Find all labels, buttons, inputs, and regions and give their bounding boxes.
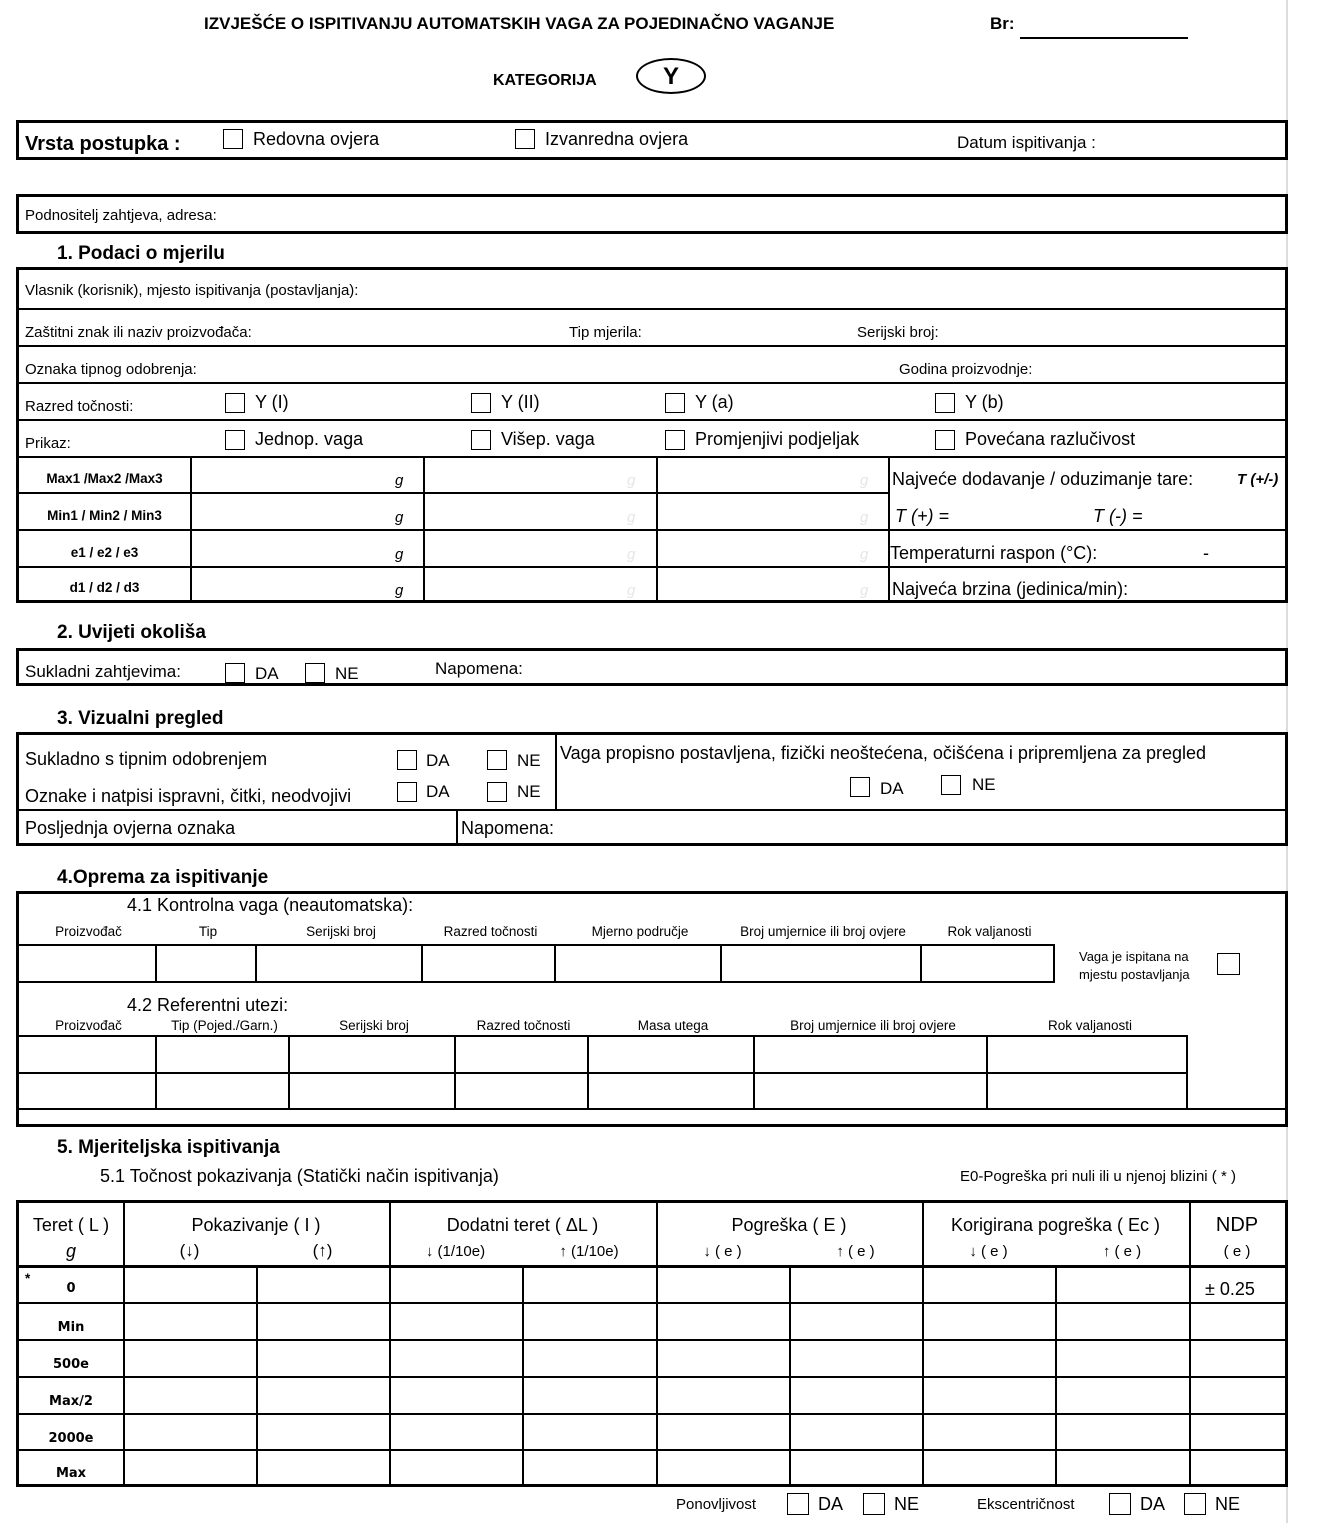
procedure-box <box>16 120 1288 160</box>
repeatability-no-label: NE <box>894 1494 920 1514</box>
onsite-label <box>1079 948 1190 984</box>
cs-col-certificate: Broj umjernice ili broj ovjere <box>740 924 906 939</box>
accuracy-yb-checkbox[interactable] <box>935 393 955 413</box>
display-label: Prikaz: <box>25 435 71 452</box>
category-badge: Y <box>636 58 706 94</box>
d-label: d1 / d2 / d3 <box>69 580 140 595</box>
accuracy-y1-label: Y (I) <box>255 392 289 412</box>
row-zero-marker: * <box>25 1271 31 1286</box>
section5-title: 5. Mjeriteljska ispitivanja <box>57 1137 280 1158</box>
category-label: KATEGORIJA <box>493 72 597 89</box>
tare-minus-label: T (-) = <box>1093 506 1143 526</box>
multi-interval-checkbox[interactable] <box>471 430 491 450</box>
extraordinary-verification-checkbox[interactable] <box>515 129 535 149</box>
rw-cell[interactable] <box>987 1073 1187 1109</box>
cs-col-validity: Rok valjanosti <box>947 924 1032 939</box>
col-additional-down: ↓ (1/10e) <box>425 1243 486 1260</box>
rw-col-certificate: Broj umjernice ili broj ovjere <box>790 1018 956 1033</box>
e-unit-2: g <box>627 546 636 563</box>
production-year-label: Godina proizvodnje: <box>899 361 1033 378</box>
markings-yes-label: DA <box>426 782 450 801</box>
instrument-type-label: Tip mjerila: <box>569 324 642 341</box>
installed-yes-label: DA <box>880 779 904 798</box>
multi-interval-label: Višep. vaga <box>501 429 595 449</box>
cs-col-accuracy: Razred točnosti <box>443 924 538 939</box>
d-unit-3: g <box>860 582 869 599</box>
markings-label: Oznake i natpisi ispravni, čitki, neodvojivi <box>25 786 352 806</box>
onsite-tested-checkbox[interactable] <box>1217 953 1240 975</box>
tare-label: Najveće dodavanje / oduzimanje tare: <box>892 469 1194 489</box>
rw-col-manufacturer: Proizvođač <box>55 1018 122 1033</box>
reference-weights-title: 4.2 Referentni utezi: <box>127 995 289 1015</box>
environment-no-label: NE <box>335 664 359 683</box>
extraordinary-verification-label: Izvanredna ovjera <box>545 129 689 149</box>
rw-cell[interactable] <box>455 1036 588 1073</box>
row-2000e-load: 2000e <box>48 1431 94 1446</box>
cs-cell-validity[interactable] <box>921 945 1054 982</box>
environment-no-checkbox[interactable] <box>305 663 325 683</box>
repeatability-label: Ponovljivost <box>676 1496 757 1513</box>
col-additional-up: ↑ (1/10e) <box>559 1243 619 1260</box>
col-corrected-down: ↓ ( e ) <box>969 1243 1008 1260</box>
rw-cell[interactable] <box>18 1036 156 1073</box>
cs-cell-type[interactable] <box>156 945 256 982</box>
variable-division-label: Promjenjivi podjeljak <box>695 429 860 449</box>
col-indication-header: Pokazivanje ( I ) <box>191 1215 321 1235</box>
max-label: Max1 /Max2 /Max3 <box>46 471 163 486</box>
col-mpe-header: NDP <box>1215 1214 1259 1236</box>
repeatability-yes-label: DA <box>818 1494 844 1514</box>
accuracy-table <box>16 1200 1288 1487</box>
section4-title: 4.Oprema za ispitivanje <box>57 867 269 888</box>
variable-division-checkbox[interactable] <box>665 430 685 450</box>
zero-error-note: E0-Pogreška pri nuli ili u njenoj blizini ( * ) <box>960 1168 1236 1185</box>
cs-cell-range[interactable] <box>555 945 721 982</box>
markings-yes-checkbox[interactable] <box>397 782 417 802</box>
accuracy-test-title: 5.1 Točnost pokazivanja (Statički način ispitivanja) <box>100 1166 499 1186</box>
col-corrected-up: ↑ ( e ) <box>1102 1243 1142 1260</box>
min-label: Min1 / Min2 / Min3 <box>47 508 162 523</box>
col-error-header: Pogreška ( E ) <box>731 1215 847 1235</box>
tare-plus-label: T (+) = <box>895 506 950 526</box>
repeatability-no-checkbox[interactable] <box>863 1493 885 1515</box>
onsite-label-line1: Vaga je ispitana na <box>1079 949 1189 964</box>
installed-no-checkbox[interactable] <box>941 775 961 795</box>
control-scale-title: 4.1 Kontrolna vaga (neautomatska): <box>127 895 414 915</box>
report-title: IZVJEŠĆE O ISPITIVANJU AUTOMATSKIH VAGA ZA POJEDINAČNO VAGANJE <box>204 14 835 33</box>
equipment-box <box>16 891 1288 1127</box>
tare-symbol: T (+/-) <box>1237 471 1279 488</box>
accuracy-y1-checkbox[interactable] <box>225 393 245 413</box>
cs-col-type: Tip <box>198 924 218 939</box>
col-load-header: Teret ( L ) <box>32 1215 110 1235</box>
owner-label: Vlasnik (korisnik), mjesto ispitivanja (postavljanja): <box>25 282 359 299</box>
applicant-box[interactable] <box>16 194 1288 234</box>
row-500e-load: 500e <box>53 1357 89 1372</box>
e-unit-3: g <box>860 546 869 563</box>
rw-cell[interactable] <box>455 1073 588 1109</box>
section3-title: 3. Vizualni pregled <box>57 708 224 729</box>
rw-col-type: Tip (Pojed./Garn.) <box>171 1018 278 1033</box>
cs-col-manufacturer: Proizvođač <box>55 924 122 939</box>
installed-yes-checkbox[interactable] <box>850 777 870 797</box>
conformity-no-label: NE <box>517 751 541 770</box>
e-unit-1: g <box>395 546 404 563</box>
section2-title: 2. Uvijeti okoliša <box>57 622 206 643</box>
accuracy-class-label: Razred točnosti: <box>25 398 134 415</box>
eccentricity-yes-checkbox[interactable] <box>1109 1493 1131 1515</box>
rw-cell[interactable] <box>588 1036 754 1073</box>
eccentricity-no-label: NE <box>1215 1494 1241 1514</box>
col-mpe-unit: ( e ) <box>1223 1243 1251 1260</box>
rw-cell[interactable] <box>156 1036 289 1073</box>
col-error-up: ↑ ( e ) <box>836 1243 875 1260</box>
inspection-note-label: Napomena: <box>461 818 555 838</box>
rw-cell[interactable] <box>289 1073 455 1109</box>
test-date-label: Datum ispitivanja : <box>957 133 1096 152</box>
col-additional-load-header: Dodatni teret ( ΔL ) <box>446 1215 599 1235</box>
eccentricity-yes-label: DA <box>1140 1494 1166 1514</box>
single-interval-label: Jednop. vaga <box>255 429 364 449</box>
d-unit-2: g <box>627 582 636 599</box>
temperature-range-label: Temperaturni raspon (°C): <box>890 543 1098 563</box>
max-speed-label: Najveća brzina (jedinica/min): <box>892 579 1129 599</box>
col-corrected-error-header: Korigirana pogreška ( Ec ) <box>950 1215 1161 1235</box>
temperature-range-separator: - <box>1203 543 1209 563</box>
cs-cell-accuracy[interactable] <box>422 945 555 982</box>
report-number-field[interactable] <box>1020 37 1188 39</box>
last-verification-mark-label: Posljednja ovjerna oznaka <box>25 818 236 838</box>
regular-verification-label: Redovna ovjera <box>253 129 380 149</box>
manufacturer-label: Zaštitni znak ili naziv proizvođača: <box>25 324 252 341</box>
cs-cell-certificate[interactable] <box>721 945 921 982</box>
eccentricity-no-checkbox[interactable] <box>1184 1493 1206 1515</box>
rw-cell[interactable] <box>754 1036 987 1073</box>
rw-col-validity: Rok valjanosti <box>1047 1018 1133 1033</box>
accuracy-y2-checkbox[interactable] <box>471 393 491 413</box>
environment-box <box>16 648 1288 686</box>
rw-col-mass: Masa utega <box>637 1018 709 1033</box>
regular-verification-checkbox[interactable] <box>223 129 243 149</box>
rw-col-accuracy: Razred točnosti <box>476 1018 571 1033</box>
environment-yes-checkbox[interactable] <box>225 663 245 683</box>
rw-cell[interactable] <box>18 1073 156 1109</box>
rw-cell[interactable] <box>289 1036 455 1073</box>
row-min-load: Min <box>57 1320 85 1335</box>
rw-cell[interactable] <box>156 1073 289 1109</box>
cs-cell-serial[interactable] <box>256 945 422 982</box>
report-number-label: Br: <box>990 14 1015 33</box>
accuracy-ya-checkbox[interactable] <box>665 393 685 413</box>
min-unit-2: g <box>627 509 636 526</box>
accuracy-yb-label: Y (b) <box>965 392 1004 412</box>
rw-col-serial: Serijski broj <box>339 1018 409 1033</box>
visual-inspection-box <box>16 732 1288 846</box>
increased-resolution-label: Povećana razlučivost <box>965 429 1136 449</box>
min-unit-1: g <box>395 509 404 526</box>
type-approval-conformity-label: Sukladno s tipnim odobrenjem <box>25 749 268 769</box>
section1-title: 1. Podaci o mjerilu <box>57 243 225 264</box>
rw-cell[interactable] <box>588 1073 754 1109</box>
conformity-no-checkbox[interactable] <box>487 750 507 770</box>
conformity-yes-checkbox[interactable] <box>397 750 417 770</box>
instrument-data-box <box>16 267 1288 603</box>
accuracy-ya-label: Y (a) <box>695 392 734 412</box>
properly-installed-label: Vaga propisno postavljena, fizički neoštećena, očišćena i pripremljena za pregled <box>560 743 1207 763</box>
eccentricity-label: Ekscentričnost <box>977 1496 1075 1513</box>
reference-weights-table <box>17 1035 1188 1110</box>
accuracy-y2-label: Y (II) <box>501 392 540 412</box>
max-unit-3: g <box>860 472 869 489</box>
col-indication-down: (↓) <box>179 1241 200 1260</box>
col-error-down: ↓ ( e ) <box>703 1243 742 1260</box>
e-label: e1 / e2 / e3 <box>70 545 139 560</box>
rw-cell[interactable] <box>754 1073 987 1109</box>
increased-resolution-checkbox[interactable] <box>935 430 955 450</box>
min-unit-3: g <box>860 509 869 526</box>
compliant-label: Sukladni zahtjevima: <box>25 662 181 681</box>
environment-note-label: Napomena: <box>435 659 523 678</box>
row-zero-mpe: ± 0.25 <box>1205 1279 1255 1299</box>
onsite-label-line2: mjestu postavljanja <box>1079 967 1190 982</box>
max-unit-2: g <box>627 472 636 489</box>
row-max-load: Max <box>55 1466 87 1481</box>
cs-col-range: Mjerno područje <box>591 924 689 939</box>
applicant-label: Podnositelj zahtjeva, adresa: <box>25 207 217 224</box>
repeatability-yes-checkbox[interactable] <box>787 1493 809 1515</box>
serial-number-label: Serijski broj: <box>857 324 939 341</box>
col-load-unit: g <box>65 1241 76 1261</box>
installed-no-label: NE <box>972 775 996 794</box>
cs-cell-manufacturer[interactable] <box>18 945 156 982</box>
col-indication-up: (↑) <box>312 1241 333 1260</box>
environment-yes-label: DA <box>255 664 279 683</box>
max-unit-1: g <box>395 472 404 489</box>
d-unit-1: g <box>395 582 404 599</box>
procedure-label: Vrsta postupka : <box>25 133 181 155</box>
type-approval-label: Oznaka tipnog odobrenja: <box>25 361 197 378</box>
markings-no-label: NE <box>517 782 541 801</box>
control-scale-table <box>17 944 1055 983</box>
row-zero-load: 0 <box>66 1281 76 1296</box>
conformity-yes-label: DA <box>426 751 450 770</box>
markings-no-checkbox[interactable] <box>487 782 507 802</box>
rw-cell[interactable] <box>987 1036 1187 1073</box>
row-half-max-load: Max/2 <box>49 1394 93 1409</box>
single-interval-checkbox[interactable] <box>225 430 245 450</box>
cs-col-serial: Serijski broj <box>306 924 376 939</box>
